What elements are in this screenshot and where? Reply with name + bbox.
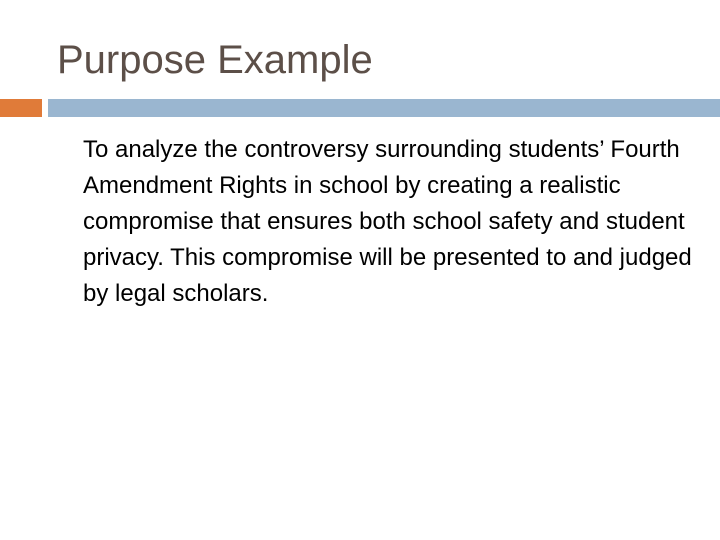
slide-body-text: To analyze the controversy surrounding students’ Fourth Amendment Rights in school by creating a realistic compromise that ensures both school safety and student privacy. This compromise will be presented to and judged by legal scholars. — [83, 136, 692, 307]
title-accent-bar — [0, 99, 42, 117]
title-rule-bar — [48, 99, 720, 117]
slide-title: Purpose Example — [57, 38, 373, 82]
